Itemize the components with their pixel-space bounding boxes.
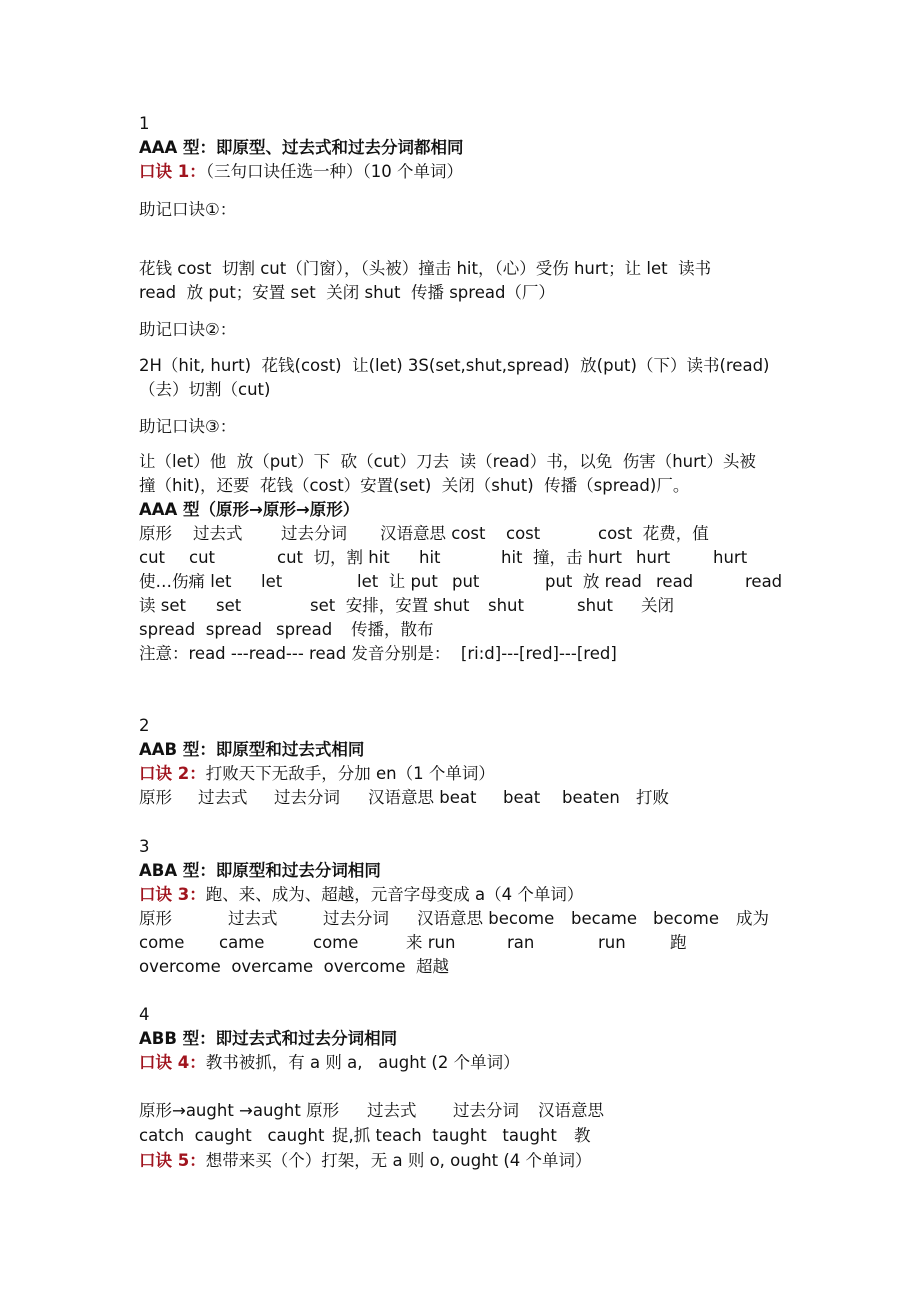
mnemonic-2-label: 助记口诀②： — [139, 320, 237, 339]
table-cell: 过去分词 — [281, 524, 347, 543]
table-cell: 使…伤痛 let — [139, 572, 232, 591]
table-cell: 过去式 — [367, 1101, 417, 1120]
table-cell: 打败 — [636, 788, 669, 807]
table-cell: 过去分词 — [453, 1101, 519, 1120]
rhyme-2-label: 口诀 2： — [139, 764, 206, 783]
table-cell: 过去分词 — [274, 788, 340, 807]
table-cell: 过去分词 — [323, 909, 389, 928]
table-cell: let — [261, 572, 283, 591]
table-cell: 过去式 — [198, 788, 248, 807]
table-cell: come — [139, 933, 185, 952]
table-cell: shut — [577, 596, 613, 615]
mnemonic-2-line-2: （去）切割（cut) — [139, 380, 271, 399]
mnemonic-1-line-2: read 放 put；安置 set 关闭 shut 传播 spread（厂） — [139, 283, 555, 302]
table-cell: 读 set — [139, 596, 186, 615]
table-cell: cut 切，割 hit — [277, 548, 390, 567]
section-3-number: 3 — [139, 837, 150, 856]
table-cell: cost — [506, 524, 541, 543]
table-cell: 过去式 — [193, 524, 243, 543]
table-cell: cut — [139, 548, 165, 567]
table-cell: set — [216, 596, 242, 615]
section-2-number: 2 — [139, 716, 150, 735]
table-cell: cost 花费，值 — [598, 524, 709, 543]
rhyme-3-label: 口诀 3： — [139, 885, 206, 904]
section-4-heading: ABB 型：即过去式和过去分词相同 — [139, 1029, 398, 1048]
table-cell: 教 — [574, 1126, 591, 1145]
table-cell: put — [452, 572, 480, 591]
table-cell: catch caught caught — [139, 1126, 325, 1145]
table-row: overcome overcame overcome 超越 — [139, 957, 449, 976]
table-cell: read — [656, 572, 694, 591]
table-cell: come — [313, 933, 359, 952]
mnemonic-3-line-1: 让（let）他 放（put）下 砍（cut）刀去 读（read）书，以免 伤害（hurt）头被 — [139, 452, 756, 471]
mnemonic-1-label: 助记口诀①： — [139, 200, 237, 219]
table-cell: beaten — [562, 788, 620, 807]
mnemonic-2-line-1: 2H（hit, hurt) 花钱(cost) 让(let) 3S(set,shut,spread) 放(put)（下）读书(read) — [139, 356, 770, 375]
table-cell: let 让 put — [357, 572, 438, 591]
section-4-number: 4 — [139, 1005, 150, 1024]
table-cell: 原形 — [139, 788, 172, 807]
section-2-heading: AAB 型：即原型和过去式相同 — [139, 740, 365, 759]
rhyme-3-text: 跑、来、成为、超越，元音字母变成 a（4 个单词） — [205, 885, 584, 904]
rhyme-2-text: 打败天下无敌手，分加 en（1 个单词） — [205, 764, 495, 783]
pronunciation-note: 注意：read ---read--- read 发音分别是： [ri:d]---[red]---[red] — [139, 644, 617, 663]
table-cell: 成为 — [736, 909, 769, 928]
rhyme-4-text: 教书被抓，有 a 则 a, aught (2 个单词） — [205, 1053, 520, 1072]
mnemonic-3-line-2: 撞（hit)，还要 花钱（cost）安置(set) 关闭（shut) 传播（spread)厂。 — [139, 476, 690, 495]
rhyme-4-label: 口诀 4： — [139, 1053, 206, 1072]
table-cell: hurt — [636, 548, 671, 567]
rhyme-1-label: 口诀 1： — [139, 162, 206, 181]
section-1-heading: AAA 型：即原型、过去式和过去分词都相同 — [139, 138, 464, 157]
table-cell: hit — [419, 548, 441, 567]
table-cell: 捉,抓 teach taught taught — [332, 1126, 557, 1145]
table-cell: 原形 — [139, 524, 172, 543]
table-cell: hit 撞，击 hurt — [501, 548, 622, 567]
table-cell: 汉语意思 — [538, 1101, 604, 1120]
table-cell: become — [653, 909, 720, 928]
rhyme-5-label: 口诀 5： — [139, 1151, 206, 1170]
mnemonic-1-line-1: 花钱 cost 切割 cut（门窗），（头被）撞击 hit，（心）受伤 hurt；让 let 读书 — [139, 259, 712, 278]
table-cell: spread — [276, 620, 333, 639]
section-1-number: 1 — [139, 114, 150, 133]
table-cell: 关闭 — [641, 596, 674, 615]
table-cell: 过去式 — [228, 909, 278, 928]
table-cell: 汉语意思 become — [417, 909, 555, 928]
table-cell: read — [745, 572, 783, 591]
table-cell: 汉语意思 cost — [380, 524, 486, 543]
table-cell: run — [598, 933, 626, 952]
section-5-rhyme — [139, 1150, 592, 1172]
table-cell: 来 run — [406, 933, 456, 952]
table-cell: beat — [503, 788, 541, 807]
rhyme-1-text: （三句口诀任选一种）（10 个单词） — [205, 162, 463, 181]
table-cell: spread spread — [139, 620, 262, 639]
table-cell: 原形→aught →aught 原形 — [139, 1101, 340, 1120]
table-cell: hurt — [713, 548, 748, 567]
section-4-rhyme — [139, 1052, 520, 1074]
section-3-heading: ABA 型：即原型和过去分词相同 — [139, 861, 381, 880]
section-2-rhyme — [139, 763, 495, 785]
table-cell: set 安排，安置 shut — [310, 596, 470, 615]
table-cell: cut — [189, 548, 215, 567]
table-cell: came — [219, 933, 265, 952]
mnemonic-3-label: 助记口诀③： — [139, 417, 237, 436]
table-cell: ran — [507, 933, 535, 952]
table-cell: put 放 read — [545, 572, 642, 591]
table-cell: shut — [488, 596, 524, 615]
aaa-table-heading: AAA 型（原形→原形→原形） — [139, 500, 360, 519]
rhyme-5-text: 想带来买（个）打架，无 a 则 o, ought (4 个单词） — [205, 1151, 592, 1170]
table-cell: 汉语意思 beat — [368, 788, 477, 807]
table-cell: 原形 — [139, 909, 172, 928]
table-cell: became — [571, 909, 638, 928]
table-cell: 跑 — [670, 933, 687, 952]
table-cell: 传播，散布 — [351, 620, 434, 639]
section-1-rhyme — [139, 161, 463, 183]
section-3-rhyme — [139, 884, 583, 906]
